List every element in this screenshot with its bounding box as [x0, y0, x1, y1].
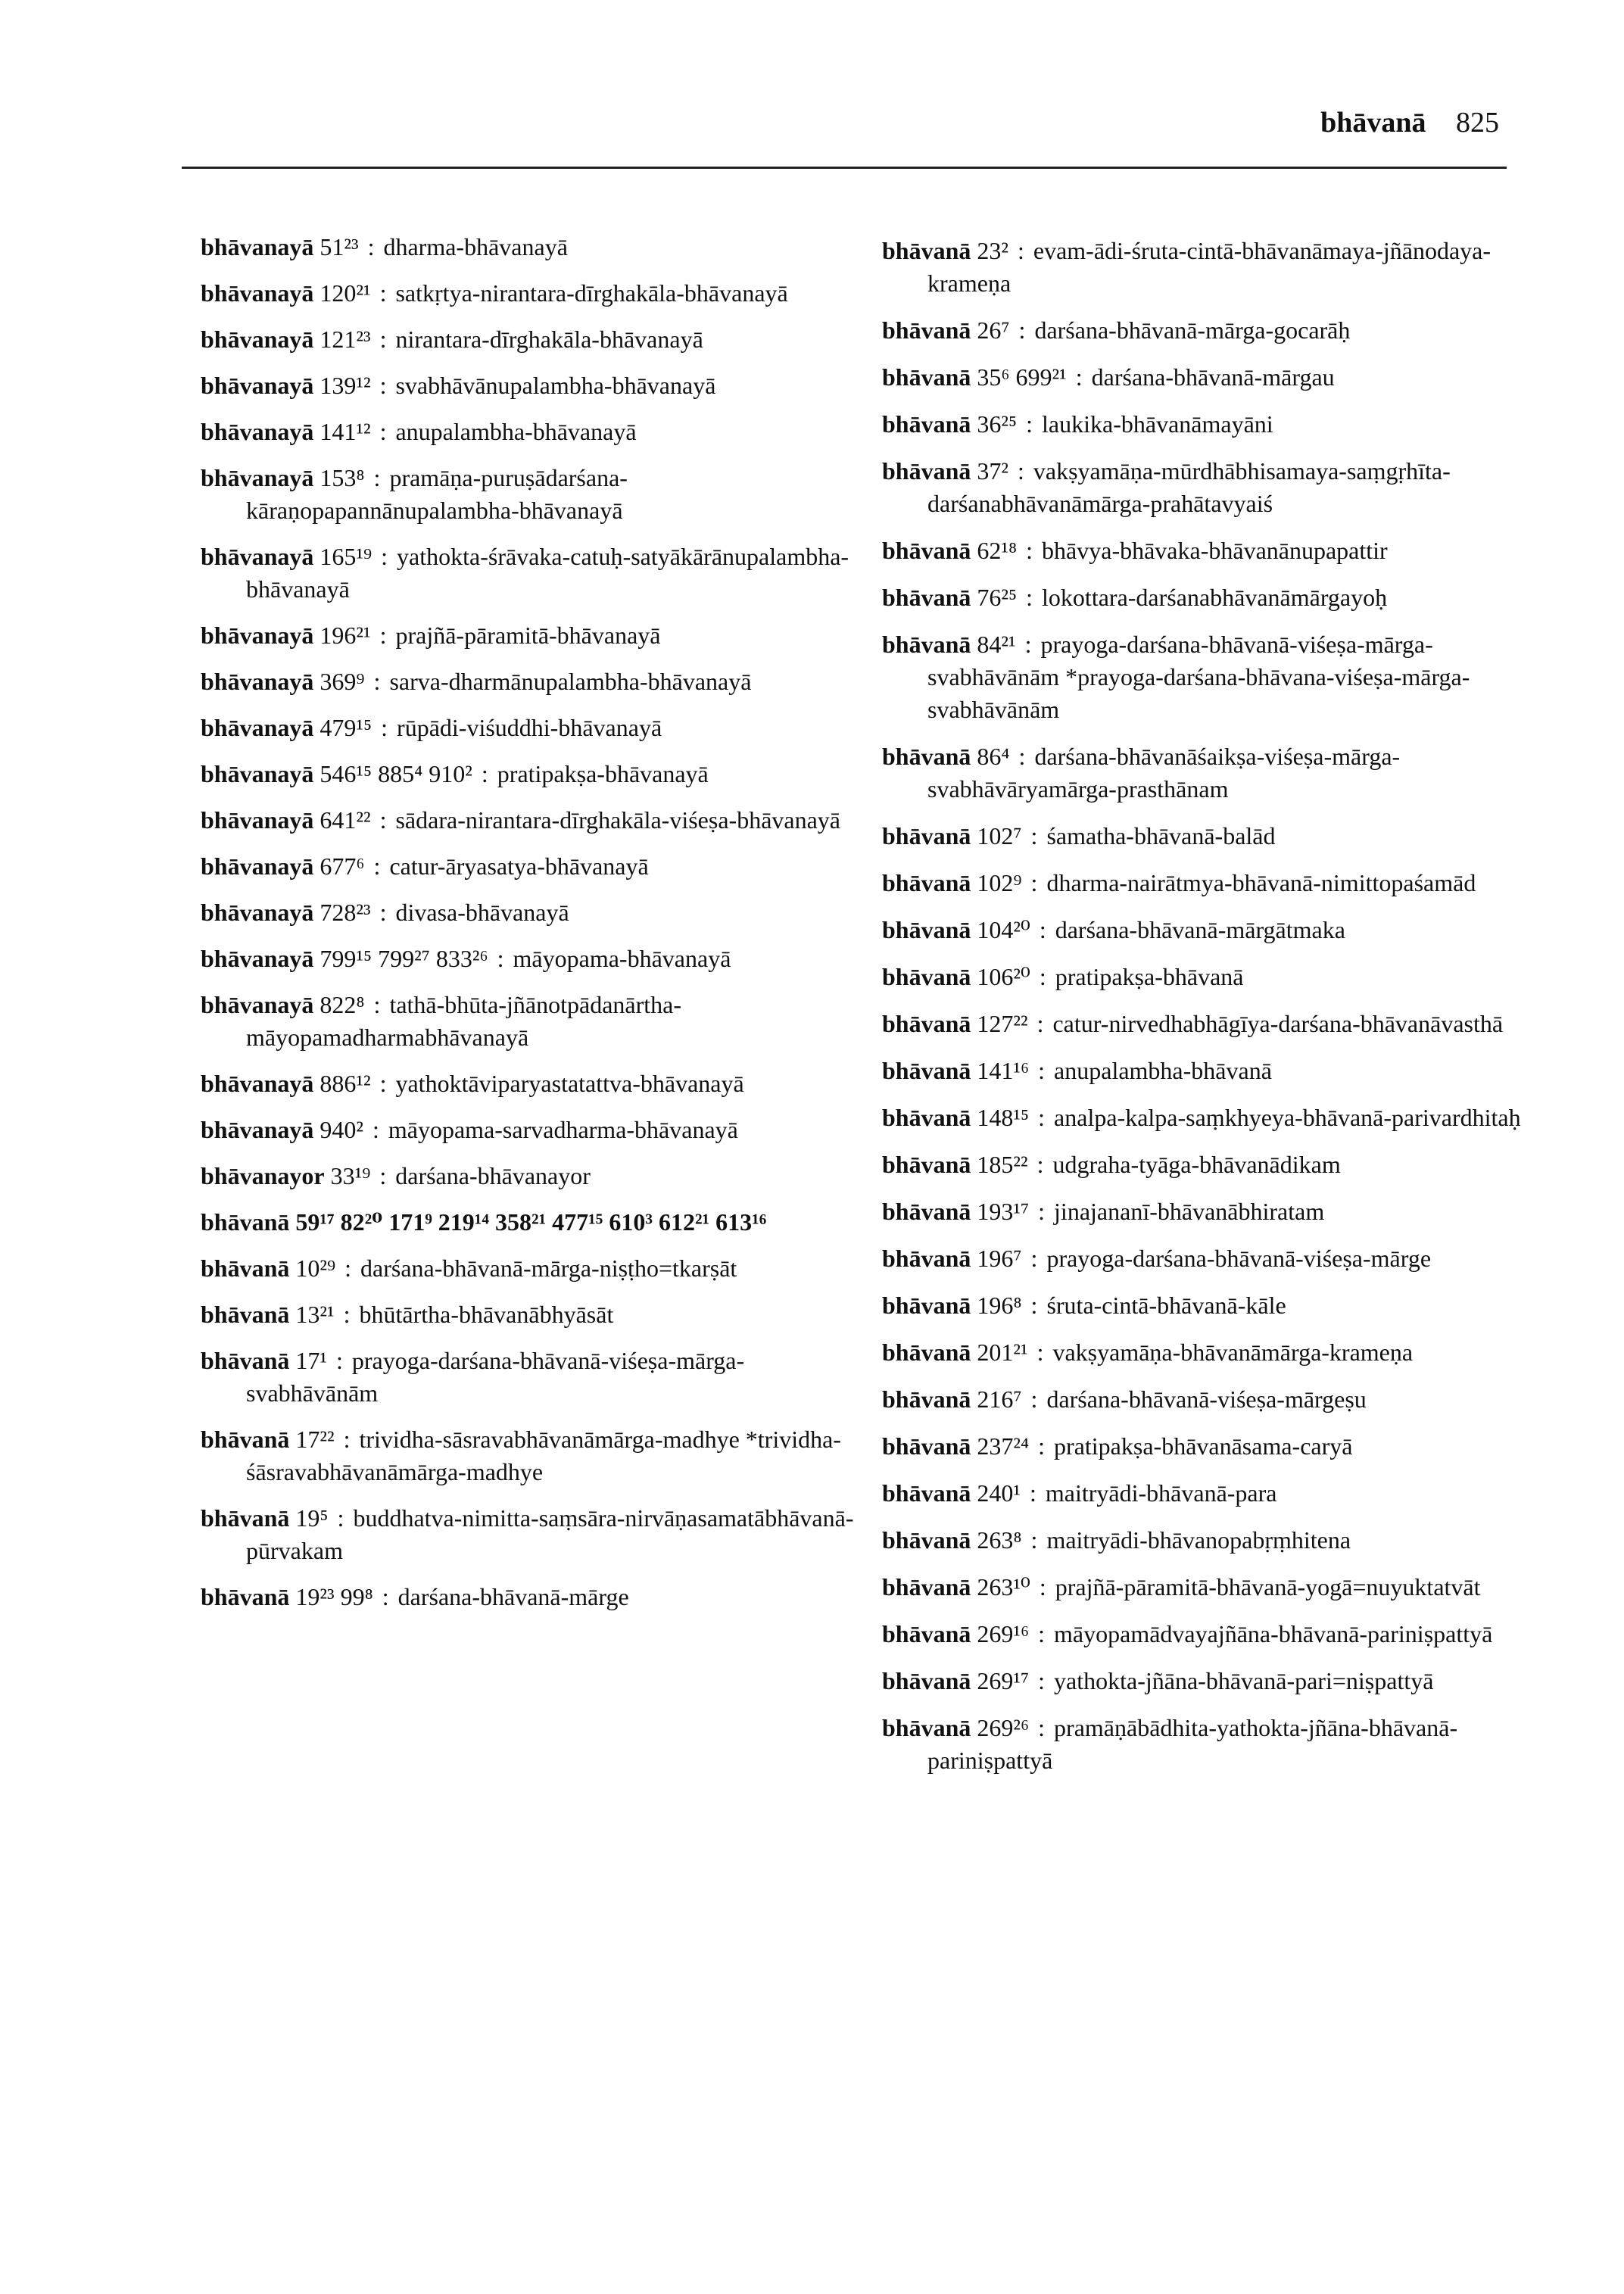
index-entry: [882, 1618, 1533, 1650]
entry-references: 106²⁰: [977, 963, 1030, 990]
entry-separator: :: [373, 622, 393, 649]
entry-headword: bhāvanā: [882, 457, 971, 485]
entry-text: yathokta-śrāvaka-catuḥ-satyākārānupalambha-bhāvanayā: [246, 543, 849, 603]
entry-references: 86⁴: [977, 743, 1010, 770]
entry-references: 102⁹: [977, 869, 1022, 896]
entry-references: 263⁸: [977, 1526, 1022, 1554]
left-column: [201, 231, 867, 1627]
entry-separator: :: [1011, 237, 1030, 264]
entry-headword: bhāvanayā: [201, 372, 314, 399]
entry-separator: :: [373, 279, 393, 307]
index-entry: [201, 1252, 867, 1285]
entry-references: 19⁵: [295, 1504, 329, 1532]
index-entry: [882, 1383, 1533, 1416]
index-entry: [201, 665, 867, 698]
entry-headword: bhāvanā: [882, 1151, 971, 1178]
entry-text: pramāṇa-puruṣādarśana-kāraṇopapannānupalambha-bhāvanayā: [246, 464, 628, 524]
entry-references: 822⁸: [320, 991, 365, 1018]
entry-references: 35⁶ 699²¹: [977, 363, 1067, 391]
entry-separator: :: [1012, 743, 1032, 770]
entry-text: pramāṇābādhita-yathokta-jñāna-bhāvanā-pariniṣpattyā: [927, 1714, 1458, 1774]
entry-references: 36²⁵: [977, 410, 1018, 438]
index-entry: [882, 408, 1533, 441]
index-entry: [882, 820, 1533, 852]
index-entry: [882, 628, 1533, 726]
index-entry: [882, 1430, 1533, 1463]
entry-text: prayoga-darśana-bhāvanā-viśeṣa-mārge: [1046, 1245, 1432, 1272]
entry-references: 13²¹: [295, 1301, 335, 1328]
entry-headword: bhāvanayā: [201, 1070, 314, 1097]
entry-headword: bhāvanā: [882, 1339, 971, 1366]
index-entry: [201, 1345, 867, 1410]
entry-separator: :: [329, 1347, 349, 1374]
entry-text: darśana-bhāvanāśaikṣa-viśeṣa-mārga-svabhāvāryamārga-prasthānam: [927, 743, 1401, 803]
entry-references: 641²²: [320, 806, 371, 834]
index-entry: [201, 1581, 867, 1613]
entry-text: vakṣyamāṇa-mūrdhābhisamaya-saṃgṛhīta-darśanabhāvanāmārga-prahātavyaiś: [927, 457, 1451, 517]
index-entry: [882, 1571, 1533, 1604]
entry-text: pratipakṣa-bhāvanā: [1055, 963, 1244, 990]
entry-references: 165¹⁹: [320, 543, 372, 570]
entry-headword: bhāvanā: [201, 1255, 290, 1282]
index-entry: [201, 896, 867, 929]
entry-headword: bhāvanayā: [201, 852, 314, 880]
entry-text: sarva-dharmānupalambha-bhāvanayā: [389, 668, 752, 695]
entry-text: prayoga-darśana-bhāvanā-viśeṣa-mārga-svabhāvānām *prayoga-darśana-bhāvana-viśeṣa-mārga-svabhāvānām: [927, 631, 1470, 723]
entry-headword: bhāvanā: [882, 410, 971, 438]
entry-separator: :: [1030, 1339, 1050, 1366]
index-entry: [201, 758, 867, 790]
entry-headword: bhāvanā: [882, 1198, 971, 1225]
entry-text: śruta-cintā-bhāvanā-kāle: [1046, 1292, 1286, 1319]
entry-text: prayoga-darśana-bhāvanā-viśeṣa-mārga-svabhāvānām: [246, 1347, 745, 1407]
entry-separator: :: [1069, 363, 1089, 391]
entry-separator: :: [1032, 1667, 1052, 1694]
entry-headword: bhāvanā: [882, 1385, 971, 1413]
entry-headword: bhāvanā: [882, 1479, 971, 1507]
entry-text: dharma-bhāvanayā: [383, 233, 568, 260]
index-entry: [882, 361, 1533, 394]
entry-headword: bhāvanayā: [201, 714, 314, 741]
entry-headword: bhāvanā: [882, 1667, 971, 1694]
entry-headword: bhāvanayā: [201, 543, 314, 570]
entry-references: 102⁷: [977, 822, 1022, 849]
entry-headword: bhāvanā: [882, 237, 971, 264]
entry-text: darśana-bhāvanā-viśeṣa-mārgeṣu: [1046, 1385, 1367, 1413]
page-number: 825: [1456, 107, 1499, 139]
entry-separator: :: [1030, 1010, 1050, 1037]
entry-separator: :: [373, 899, 393, 926]
entry-references: 196⁷: [977, 1245, 1022, 1272]
entry-separator: :: [367, 668, 387, 695]
entry-separator: :: [1032, 1432, 1052, 1460]
index-entry: [882, 1195, 1533, 1228]
entry-references: 23²: [977, 237, 1008, 264]
entry-text: udgraha-tyāga-bhāvanādikam: [1052, 1151, 1341, 1178]
entry-separator: :: [375, 714, 394, 741]
entry-headword: bhāvanā: [882, 584, 971, 611]
index-entry: [882, 535, 1533, 567]
entry-separator: :: [1011, 457, 1030, 485]
entry-references: 62¹⁸: [977, 537, 1018, 564]
entry-headword: bhāvanayā: [201, 945, 314, 972]
entry-references: 196²¹: [320, 622, 371, 649]
entry-references: 17¹: [295, 1347, 327, 1374]
entry-separator: :: [475, 760, 494, 787]
entry-references: 141¹²: [320, 418, 371, 445]
entry-headword: bhāvanā: [882, 1573, 971, 1601]
entry-text: anupalambha-bhāvanā: [1054, 1057, 1272, 1084]
entry-text: bhāvya-bhāvaka-bhāvanānupapattir: [1042, 537, 1388, 564]
index-entry: [201, 1160, 867, 1192]
index-entry: [201, 416, 867, 448]
entry-headword: bhāvanayā: [201, 760, 314, 787]
entry-separator: :: [1018, 631, 1038, 658]
index-entry: [201, 277, 867, 310]
entry-references: 201²¹: [977, 1339, 1028, 1366]
entry-separator: :: [373, 806, 393, 834]
index-entry: [882, 1008, 1533, 1040]
index-entry: [882, 1055, 1533, 1087]
entry-references: 10²⁹: [295, 1255, 336, 1282]
entry-separator: :: [1033, 963, 1052, 990]
entry-text: bhūtārtha-bhāvanābhyāsāt: [359, 1301, 614, 1328]
index-entry: [201, 1206, 867, 1239]
entry-headword: bhāvanā: [882, 1057, 971, 1084]
running-head: [1320, 106, 1499, 139]
entry-references: 26⁷: [977, 316, 1010, 344]
entry-text: laukika-bhāvanāmayāni: [1042, 410, 1273, 438]
index-entry: [882, 914, 1533, 946]
entry-text: svabhāvānupalambha-bhāvanayā: [395, 372, 716, 399]
entry-references: 216⁷: [977, 1385, 1022, 1413]
entry-headword: bhāvanayā: [201, 326, 314, 353]
entry-references: 51²³: [320, 233, 359, 260]
entry-headword: bhāvanayor: [201, 1162, 325, 1189]
entry-text: darśana-bhāvanā-mārga-gocarāḥ: [1034, 316, 1351, 344]
index-entry: [201, 541, 867, 606]
entry-headword: bhāvanayā: [201, 1116, 314, 1143]
entry-references: 196⁸: [977, 1292, 1022, 1319]
entry-references: 886¹²: [320, 1070, 371, 1097]
entry-references: 59¹⁷ 82²⁰ 171⁹ 219¹⁴ 358²¹ 477¹⁵ 610³ 612²¹ 613¹⁶: [295, 1208, 767, 1236]
index-entry: [882, 1665, 1533, 1697]
entry-headword: bhāvanā: [882, 1620, 971, 1647]
entry-headword: bhāvanayā: [201, 233, 314, 260]
entry-text: maitryādi-bhāvanopabṛṃhitena: [1046, 1526, 1351, 1554]
entry-headword: bhāvanā: [882, 916, 971, 943]
entry-separator: :: [375, 543, 394, 570]
index-entry: [882, 740, 1533, 806]
index-entry: [201, 231, 867, 263]
entry-separator: :: [373, 1070, 393, 1097]
entry-references: 269²⁶: [977, 1714, 1030, 1741]
entry-text: darśana-bhāvanayor: [395, 1162, 591, 1189]
entry-separator: :: [367, 464, 387, 491]
entry-text: trividha-sāsravabhāvanāmārga-madhye *trividha-śāsravabhāvanāmārga-madhye: [246, 1426, 841, 1485]
index-entry: [201, 1423, 867, 1488]
right-column: [882, 235, 1533, 1791]
entry-separator: :: [1033, 1573, 1052, 1601]
entry-headword: bhāvanā: [882, 822, 971, 849]
entry-text: pratipakṣa-bhāvanāsama-caryā: [1054, 1432, 1353, 1460]
entry-references: 269¹⁷: [977, 1667, 1030, 1694]
entry-text: yathokta-jñāna-bhāvanā-pari=niṣpattyā: [1054, 1667, 1434, 1694]
entry-references: 121²³: [320, 326, 371, 353]
entry-references: 237²⁴: [977, 1432, 1030, 1460]
entry-separator: :: [1030, 1151, 1050, 1178]
entry-separator: :: [1032, 1057, 1052, 1084]
entry-text: jinajananī-bhāvanābhiratam: [1054, 1198, 1325, 1225]
index-entry: [882, 961, 1533, 993]
entry-separator: :: [1024, 869, 1044, 896]
entry-separator: :: [338, 1255, 358, 1282]
entry-separator: :: [1032, 1198, 1052, 1225]
entry-headword: bhāvanayā: [201, 668, 314, 695]
index-entry: [882, 1102, 1533, 1134]
index-entry: [882, 1242, 1533, 1275]
index-entry: [201, 323, 867, 356]
entry-references: 728²³: [320, 899, 371, 926]
index-entry: [201, 462, 867, 527]
entry-separator: :: [376, 1583, 395, 1610]
entry-separator: :: [1024, 1385, 1044, 1413]
entry-references: 940²: [320, 1116, 363, 1143]
index-entry: [882, 1524, 1533, 1557]
entry-text: pratipakṣa-bhāvanayā: [497, 760, 709, 787]
entry-separator: :: [361, 233, 381, 260]
entry-references: 76²⁵: [977, 584, 1018, 611]
index-entry: [201, 1298, 867, 1331]
entry-references: 153⁸: [320, 464, 365, 491]
entry-text: tathā-bhūta-jñānotpādanārtha-māyopamadharmabhāvanayā: [246, 991, 682, 1051]
entry-text: darśana-bhāvanā-mārga-niṣṭho=tkarṣāt: [360, 1255, 737, 1282]
index-entry: [882, 455, 1533, 520]
entry-headword: bhāvanā: [882, 743, 971, 770]
entry-headword: bhāvanayā: [201, 464, 314, 491]
entry-references: 17²²: [295, 1426, 335, 1453]
entry-references: 479¹⁵: [320, 714, 372, 741]
entry-references: 33¹⁹: [330, 1162, 371, 1189]
entry-headword: bhāvanayā: [201, 899, 314, 926]
entry-headword: bhāvanā: [882, 869, 971, 896]
entry-separator: :: [1032, 1620, 1052, 1647]
entry-headword: bhāvanā: [201, 1347, 290, 1374]
entry-text: divasa-bhāvanayā: [395, 899, 569, 926]
index-entry: [201, 619, 867, 652]
entry-separator: :: [1024, 1245, 1044, 1272]
entry-text: darśana-bhāvanā-mārgātmaka: [1055, 916, 1345, 943]
entry-text: darśana-bhāvanā-mārge: [397, 1583, 629, 1610]
entry-references: 37²: [977, 457, 1008, 485]
index-entry: [882, 1289, 1533, 1322]
entry-headword: bhāvanā: [882, 1526, 971, 1554]
entry-headword: bhāvanā: [882, 1714, 971, 1741]
entry-text: prajñā-pāramitā-bhāvanā-yogā=nuyuktatvāt: [1055, 1573, 1481, 1601]
entry-separator: :: [1033, 916, 1052, 943]
entry-headword: bhāvanā: [882, 1245, 971, 1272]
entry-separator: :: [1020, 584, 1040, 611]
entry-separator: :: [337, 1301, 357, 1328]
entry-references: 263¹⁰: [977, 1573, 1030, 1601]
entry-references: 127²²: [977, 1010, 1028, 1037]
entry-text: māyopamādvayajñāna-bhāvanā-pariniṣpattyā: [1054, 1620, 1493, 1647]
index-entry: [201, 850, 867, 883]
entry-headword: bhāvanā: [882, 631, 971, 658]
entry-references: 104²⁰: [977, 916, 1030, 943]
header-word: bhāvanā: [1320, 107, 1426, 139]
entry-headword: bhāvanayā: [201, 622, 314, 649]
entry-headword: bhāvanā: [882, 316, 971, 344]
entry-headword: bhāvanā: [882, 963, 971, 990]
index-entry: [201, 1068, 867, 1100]
entry-text: maitryādi-bhāvanā-para: [1045, 1479, 1277, 1507]
entry-text: nirantara-dīrghakāla-bhāvanayā: [395, 326, 703, 353]
page-header: [182, 106, 1507, 174]
entry-headword: bhāvanā: [201, 1208, 290, 1236]
entry-references: 185²²: [977, 1151, 1028, 1178]
entry-text: satkṛtya-nirantara-dīrghakāla-bhāvanayā: [395, 279, 788, 307]
entry-headword: bhāvanā: [882, 1010, 971, 1037]
header-rule: [182, 167, 1507, 169]
entry-references: 148¹⁵: [977, 1104, 1030, 1131]
entry-headword: bhāvanayā: [201, 279, 314, 307]
entry-headword: bhāvanā: [201, 1301, 290, 1328]
index-entry: [882, 235, 1533, 300]
entry-separator: :: [1032, 1104, 1052, 1131]
entry-headword: bhāvanā: [882, 363, 971, 391]
entry-separator: :: [337, 1426, 357, 1453]
entry-text: yathoktāviparyastatattva-bhāvanayā: [395, 1070, 744, 1097]
entry-references: 84²¹: [977, 631, 1016, 658]
entry-references: 799¹⁵ 799²⁷ 833²⁶: [320, 945, 488, 972]
entry-headword: bhāvanā: [201, 1583, 290, 1610]
entry-references: 369⁹: [320, 668, 365, 695]
entry-separator: :: [1023, 1479, 1043, 1507]
entry-separator: :: [1024, 1292, 1044, 1319]
index-entry: [201, 989, 867, 1054]
entry-separator: :: [1012, 316, 1032, 344]
entry-headword: bhāvanayā: [201, 806, 314, 834]
entry-references: 141¹⁶: [977, 1057, 1030, 1084]
entry-references: 546¹⁵ 885⁴ 910²: [320, 760, 472, 787]
entry-separator: :: [1032, 1714, 1052, 1741]
entry-references: 240¹: [977, 1479, 1021, 1507]
index-entry: [882, 1477, 1533, 1510]
entry-separator: :: [331, 1504, 351, 1532]
entry-text: buddhatva-nimitta-saṃsāra-nirvāṇasamatābhāvanā-pūrvakam: [246, 1504, 854, 1564]
entry-references: 139¹²: [320, 372, 371, 399]
index-entry: [201, 943, 867, 975]
entry-headword: bhāvanā: [201, 1426, 290, 1453]
entry-text: catur-āryasatya-bhāvanayā: [389, 852, 649, 880]
entry-headword: bhāvanayā: [201, 991, 314, 1018]
entry-separator: :: [373, 1162, 393, 1189]
entry-separator: :: [1024, 1526, 1044, 1554]
index-entry: [882, 314, 1533, 347]
index-entry: [882, 867, 1533, 899]
entry-headword: bhāvanā: [201, 1504, 290, 1532]
index-entry: [201, 804, 867, 837]
index-entry: [882, 1712, 1533, 1777]
entry-text: analpa-kalpa-saṃkhyeya-bhāvanā-parivardhitaḥ: [1054, 1104, 1521, 1131]
entry-text: darśana-bhāvanā-mārgau: [1091, 363, 1335, 391]
entry-references: 677⁶: [320, 852, 365, 880]
entry-separator: :: [373, 372, 393, 399]
entry-headword: bhāvanā: [882, 1292, 971, 1319]
index-entry: [882, 1336, 1533, 1369]
entry-separator: :: [373, 326, 393, 353]
entry-text: śamatha-bhāvanā-balād: [1046, 822, 1276, 849]
entry-separator: :: [1020, 537, 1040, 564]
entry-text: sādara-nirantara-dīrghakāla-viśeṣa-bhāvanayā: [395, 806, 840, 834]
entry-separator: :: [1020, 410, 1040, 438]
entry-text: rūpādi-viśuddhi-bhāvanayā: [397, 714, 662, 741]
entry-separator: :: [373, 418, 393, 445]
entry-headword: bhāvanā: [882, 1432, 971, 1460]
index-entry: [201, 1114, 867, 1146]
entry-text: anupalambha-bhāvanayā: [395, 418, 637, 445]
entry-text: prajñā-pāramitā-bhāvanayā: [395, 622, 661, 649]
entry-text: catur-nirvedhabhāgīya-darśana-bhāvanāvasthā: [1052, 1010, 1504, 1037]
entry-text: vakṣyamāṇa-bhāvanāmārga-krameṇa: [1052, 1339, 1414, 1366]
entry-separator: :: [366, 1116, 385, 1143]
index-entry: [201, 712, 867, 744]
entry-headword: bhāvanā: [882, 537, 971, 564]
index-entry: [882, 581, 1533, 614]
entry-headword: bhāvanayā: [201, 418, 314, 445]
entry-text: dharma-nairātmya-bhāvanā-nimittopaśamād: [1046, 869, 1476, 896]
entry-separator: :: [491, 945, 510, 972]
index-entry: [201, 369, 867, 402]
entry-separator: :: [1024, 822, 1044, 849]
entry-references: 193¹⁷: [977, 1198, 1030, 1225]
entry-text: evam-ādi-śruta-cintā-bhāvanāmaya-jñānodaya-krameṇa: [927, 237, 1491, 297]
entry-separator: :: [367, 852, 387, 880]
entry-references: 120²¹: [320, 279, 371, 307]
entry-headword: bhāvanā: [882, 1104, 971, 1131]
entry-references: 19²³ 99⁸: [295, 1583, 373, 1610]
entry-references: 269¹⁶: [977, 1620, 1030, 1647]
entry-text: māyopama-bhāvanayā: [513, 945, 731, 972]
index-entry: [882, 1149, 1533, 1181]
entry-text: māyopama-sarvadharma-bhāvanayā: [388, 1116, 738, 1143]
entry-text: lokottara-darśanabhāvanāmārgayoḥ: [1042, 584, 1388, 611]
index-entry: [201, 1502, 867, 1567]
entry-separator: :: [367, 991, 387, 1018]
